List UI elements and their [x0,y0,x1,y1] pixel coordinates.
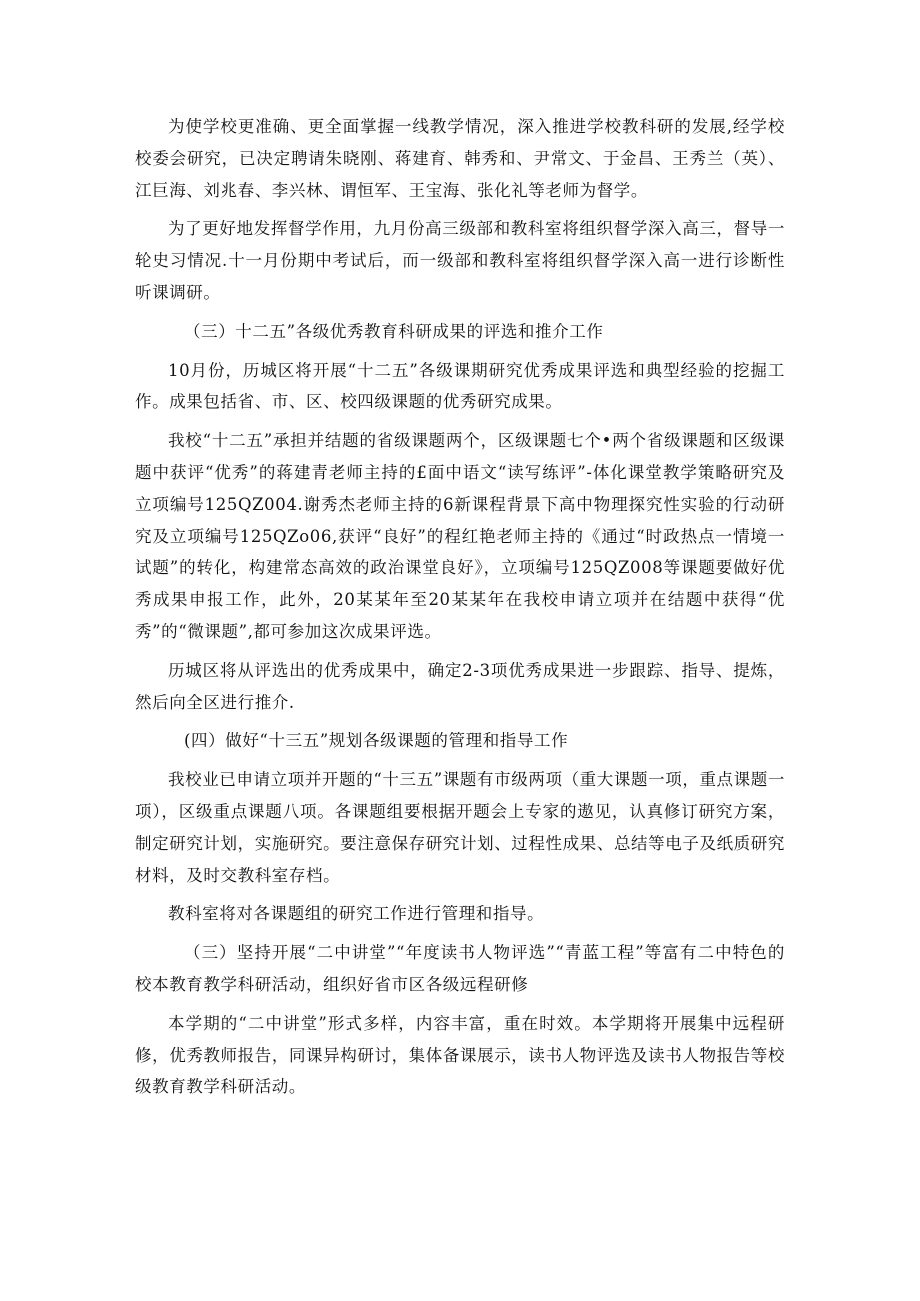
paragraph-supervisors-appointment: 为使学校更准确、更全面掌握一线教学情况，深入推进学校教科研的发展,经学校校委会研究，已决定聘请朱晓刚、蒋建育、韩秀和、尹常文、于金昌、王秀兰（英）、江巨海、刘兆春、李兴林、谓恒军、王宝海、张化礼等老师为督学。 [135,117,785,200]
section-heading-lecture-activities: （三）坚持开展“二中讲堂”“年度读书人物评选”“青蓝工程”等富有二中特色的校本教育教学科研活动，组织好省市区各级远程研修 [135,943,785,994]
paragraph-district-promotion: 历城区将从评选出的优秀成果中，确定2-3项优秀成果进一步跟踪、指导、提炼，然后向全区进行推介. [135,660,785,712]
section-heading-12th-five-year-results: （三）十二五”各级优秀教育科研成果的评选和推介工作 [184,321,604,341]
paragraph-13th-five-year-projects: 我校业已申请立项并开题的“十三五”课题有市级两项（重大课题一项，重点课题一项），区级重点课题八项。各课题组要根据开题会上专家的遨见，认真修订研究方案，制定研究计划，实施研究。要注意保存研究计划、过程性成果、总结等电子及纸质研究材料，及时交教科室存档。 [135,770,785,885]
paragraph-district-evaluation: 10月份，历城区将开展“十二五”各级课期研究优秀成果评选和典型经验的挖掘工作。成果包括省、市、区、校四级课题的优秀研究成果。 [135,360,785,412]
document-page [135,111,785,1110]
paragraph-lecture-details: 本学期的“二中讲堂”形式多样，内容丰富，重在时效。本学期将开展集中远程研修，优秀教师报告，同课异构研讨，集体备课展示，读书人物评选及读书人物报告等校级教育教学科研活动。 [135,1013,785,1097]
paragraph-research-office-guidance: 教科室将对各课题组的研究工作进行管理和指导。 [168,904,545,924]
paragraph-school-projects: 我校“十二五”承担并结题的省级课题两个，区级课题七个•两个省级课题和区级课题中获评“优秀”的蒋建青老师主持的£面中语文“读写练评”-体化课堂教学策略研究及立项编号125QZ004.谢秀杰老师主持的6新课程背景下高中物理探究性实验的行动研究及立项编号125QZo06,获评“良好”的程红艳老师主持的《通过“时政热点一情境一试题”的转化，构建常态高效的政治课堂良好》，立项编号125QZ008等课题要做好优秀成果申报工作，此外，20某某年至20某某年在我校申请立项并在结题中获得“优秀”的“微课题”,都可参加这次成果评选。 [135,431,785,641]
section-heading-13th-five-year-management: (四）做好“十三五”规划各级课题的管理和指导工作 [184,731,569,751]
paragraph-supervisor-role: 为了更好地发挥督学作用，九月份高三级部和教科室将组织督学深入高三，督导一轮史习情况.十一月份期中考试后，而一级部和教科室将组织督学深入高一进行诊断性听课调研。 [135,219,785,302]
